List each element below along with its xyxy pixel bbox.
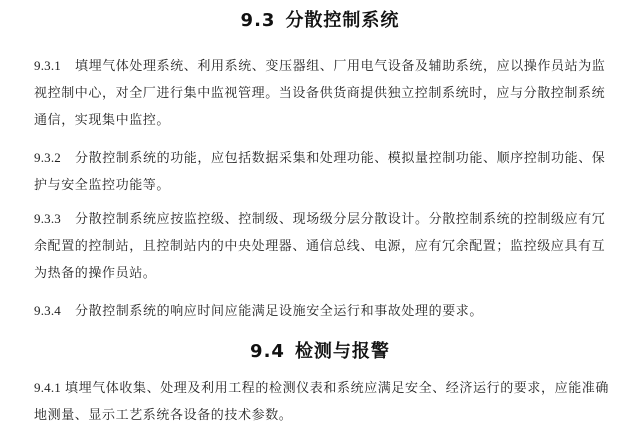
section-number: 9.4	[250, 341, 285, 362]
clause-number: 9.3.1	[34, 58, 61, 73]
clause-text: 填埋气体处理系统、利用系统、变压器组、厂用电气设备及辅助系统，应以操作员站为监视控制中心，对全厂进行集中监视管理。当设备供货商提供独立控制系统时，应与分散控制系统通信，实现集中监控。	[34, 59, 606, 128]
clause-text: 分散控制系统的功能，应包括数据采集和处理功能、模拟量控制功能、顺序控制功能、保护与安全监控功能等。	[34, 151, 606, 193]
clause-text: 填埋气体收集、处理及利用工程的检测仪表和系统应满足安全、经济运行的要求，应能准确地测量、显示工艺系统各设备的技术参数。	[34, 381, 610, 423]
section-title: 检测与报警	[294, 341, 390, 362]
clause-number: 9.3.3	[34, 211, 61, 226]
clause-number: 9.3.4	[34, 303, 61, 318]
clause-9-3-2	[34, 144, 612, 199]
clause-number: 9.4.1	[34, 380, 61, 395]
section-heading-9-3	[0, 9, 640, 33]
section-title: 分散控制系统	[285, 10, 400, 31]
clause-9-3-4	[34, 297, 612, 325]
clause-9-4-1	[34, 374, 612, 429]
clause-9-3-1	[34, 52, 612, 134]
clause-text: 分散控制系统应按监控级、控制级、现场级分层分散设计。分散控制系统的控制级应有冗余配置的控制站，且控制站内的中央处理器、通信总线、电源，应有冗余配置；监控级应具有互为热备的操作员站。	[34, 212, 606, 281]
section-heading-9-4	[0, 340, 640, 364]
clause-9-3-3	[34, 205, 612, 287]
clause-text: 分散控制系统的响应时间应能满足设施安全运行和事故处理的要求。	[75, 304, 484, 319]
section-number: 9.3	[240, 10, 276, 31]
clause-number: 9.3.2	[34, 150, 61, 165]
